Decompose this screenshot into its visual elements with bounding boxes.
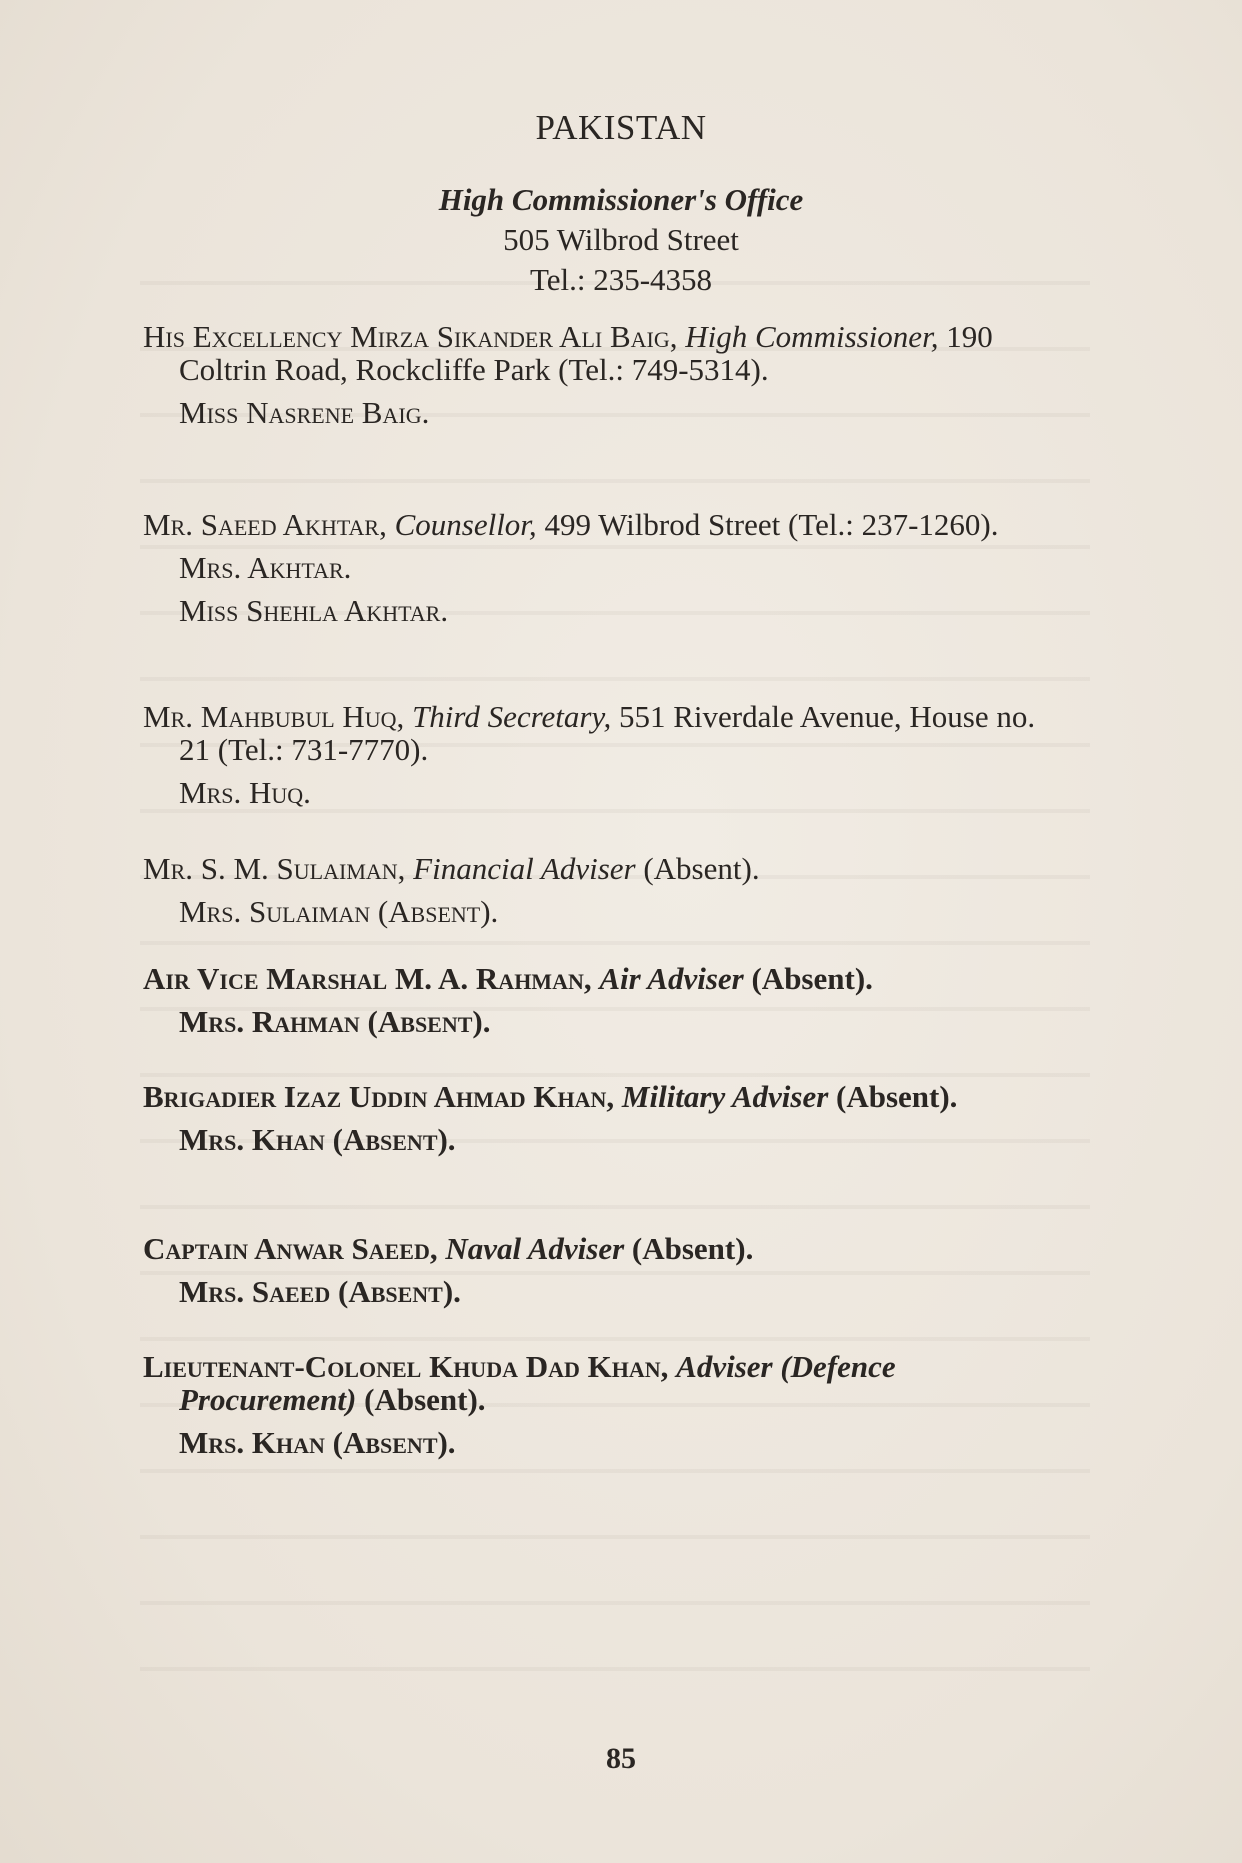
person-detail: (Absent). bbox=[631, 1231, 754, 1266]
entry-main bbox=[143, 1232, 1048, 1265]
entry bbox=[143, 1350, 1048, 1459]
entry-main bbox=[143, 852, 1048, 885]
family-member: Mrs. Huq. bbox=[179, 775, 311, 810]
person-detail: (Absent). bbox=[836, 1079, 958, 1114]
family-member: Mrs. Sulaiman (Absent). bbox=[179, 894, 499, 929]
entry-main bbox=[143, 962, 1048, 995]
person-title: Counsellor, bbox=[394, 507, 537, 542]
entry-main bbox=[143, 320, 1048, 386]
person-name: Air Vice Marshal M. A. Rahman, bbox=[143, 961, 592, 996]
person-name: Lieutenant-Colonel Khuda Dad Khan, bbox=[143, 1349, 669, 1384]
person-detail: (Absent). bbox=[364, 1382, 486, 1417]
family-member: Mrs. Rahman (Absent). bbox=[179, 1004, 491, 1039]
office-address: 505 Wilbrod Street bbox=[503, 222, 739, 257]
person-name: Mr. S. M. Sulaiman, bbox=[143, 851, 406, 886]
person-detail: (Absent). bbox=[751, 961, 873, 996]
office-title: High Commissioner's Office bbox=[438, 182, 804, 217]
entry bbox=[143, 1232, 1048, 1308]
person-title: Adviser (Defence Procurement) bbox=[179, 1349, 896, 1417]
entry-main bbox=[143, 1080, 1048, 1113]
person-name: Brigadier Izaz Uddin Ahmad Khan, bbox=[143, 1079, 615, 1114]
office-block bbox=[0, 180, 1242, 300]
person-name: His Excellency Mirza Sikander Ali Baig, bbox=[143, 319, 678, 354]
person-detail: 190 Coltrin Road, Rockcliffe Park (Tel.: 749-5314). bbox=[179, 319, 993, 387]
person-name: Mr. Mahbubul Huq, bbox=[143, 699, 405, 734]
person-title: High Commissioner, bbox=[685, 319, 939, 354]
person-title: Third Secretary, bbox=[412, 699, 612, 734]
page-number: 85 bbox=[606, 1742, 636, 1775]
entry-main bbox=[143, 700, 1048, 766]
entry-main bbox=[143, 508, 1048, 541]
family-member: Mrs. Khan (Absent). bbox=[179, 1425, 456, 1460]
person-title: Military Adviser bbox=[621, 1079, 829, 1114]
person-title: Naval Adviser bbox=[445, 1231, 625, 1266]
entry bbox=[143, 700, 1048, 809]
country-heading: PAKISTAN bbox=[535, 108, 707, 147]
entry bbox=[143, 962, 1048, 1038]
family-member: Miss Nasrene Baig. bbox=[179, 395, 430, 430]
family-member: Mrs. Khan (Absent). bbox=[179, 1122, 456, 1157]
person-title: Air Adviser bbox=[599, 961, 744, 996]
entry bbox=[143, 1080, 1048, 1156]
person-title: Financial Adviser bbox=[413, 851, 636, 886]
person-detail: 551 Riverdale Avenue, House no. 21 (Tel.: 731-7770). bbox=[179, 699, 1036, 767]
person-detail: (Absent). bbox=[643, 851, 760, 886]
office-tel: Tel.: 235-4358 bbox=[529, 262, 713, 297]
person-name: Captain Anwar Saeed, bbox=[143, 1231, 438, 1266]
entry bbox=[143, 852, 1048, 928]
entry-main bbox=[143, 1350, 1048, 1416]
entry bbox=[143, 508, 1048, 627]
entry bbox=[143, 320, 1048, 429]
family-member: Miss Shehla Akhtar. bbox=[179, 593, 449, 628]
person-name: Mr. Saeed Akhtar, bbox=[143, 507, 387, 542]
family-member: Mrs. Saeed (Absent). bbox=[179, 1274, 461, 1309]
person-detail: 499 Wilbrod Street (Tel.: 237-1260). bbox=[544, 507, 999, 542]
family-member: Mrs. Akhtar. bbox=[179, 550, 352, 585]
